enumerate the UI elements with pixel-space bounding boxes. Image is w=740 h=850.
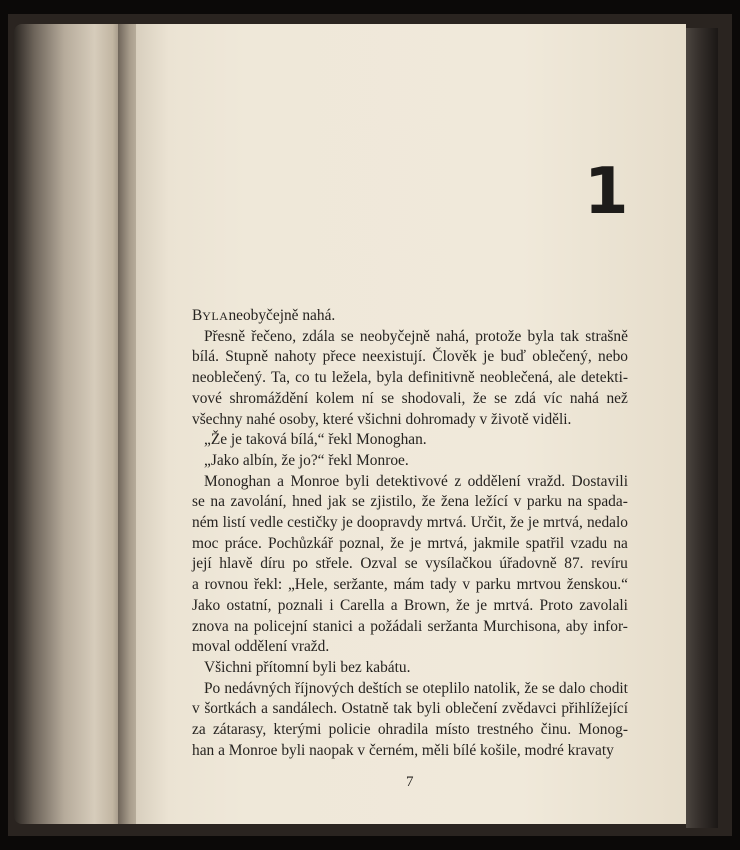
text-line: neoblečený. Ta, co tu ležela, byla definitivně neoblečená, ale detekti- (192, 369, 628, 387)
left-page-edge (14, 24, 126, 824)
text-line: han a Monroe byli naopak v černém, měli bílé košile, modré kravaty (192, 741, 614, 759)
text-line: moc práce. Pochůzkář poznal, že je mrtvá, jakmile spatřil vzadu na (192, 534, 628, 552)
page-edge-shadow (686, 28, 718, 828)
text-line: moval oddělení vražd. (192, 638, 330, 656)
text-line: Přesně řečeno, zdála se neobyčejně nahá, protože byla tak strašně (204, 327, 628, 345)
text-line: její hlavě díru po střele. Ozval se vysílačkou úřadovně 87. revíru (192, 555, 628, 573)
chapter-text (192, 306, 628, 761)
text-line: Jako ostatní, poznali i Carella a Brown, že je mrtvá. Proto zavolali (192, 596, 628, 614)
page-number: 7 (406, 774, 414, 790)
text-line: „Jako albín, že jo?“ řekl Monroe. (204, 451, 409, 469)
chapter-number: 1 (584, 155, 629, 229)
text-line: Po nedávných říjnových deštích se oteplilo natolik, že se dalo chodit (204, 679, 628, 697)
text-line: vové shromáždění kolem ní se shodovali, že se zdá víc nahá než (192, 389, 628, 407)
text-line: v šortkách a sandálech. Ostatně tak byli oblečení zvědavci přihlížející (192, 700, 628, 718)
text-line: všechny nahé osoby, které všichni dohromady v životě viděli. (192, 410, 572, 428)
text-line: znova na policejní stanici a požádali seržanta Murchisona, aby infor- (192, 617, 628, 635)
text-line: „Že je taková bílá,“ řekl Monoghan. (204, 431, 427, 449)
text-line: za zátarasy, kterými policie ohradila místo trestného činu. Monog- (192, 721, 628, 739)
text-line: a rovnou řekl: „Hele, seržante, mám tady v parku mrtvou ženskou.“ (192, 576, 628, 594)
text-line: ném listí vedle cestičky je doopravdy mrtvá. Určit, že je mrtvá, nedalo (192, 514, 628, 532)
text-line: Monoghan a Monroe byli detektivové z oddělení vražd. Dostavili (204, 472, 628, 490)
text-line: Všichni přítomní byli bez kabátu. (204, 658, 411, 676)
text-line: se na zavolání, hned jak se zjistilo, že žena ležící v parku na spada- (192, 493, 628, 511)
text-line: B YLA neobyčejně nahá. (192, 307, 336, 324)
text-line: bílá. Stupně nahoty přece neexistují. Člověk je buď oblečený, nebo (192, 348, 628, 366)
